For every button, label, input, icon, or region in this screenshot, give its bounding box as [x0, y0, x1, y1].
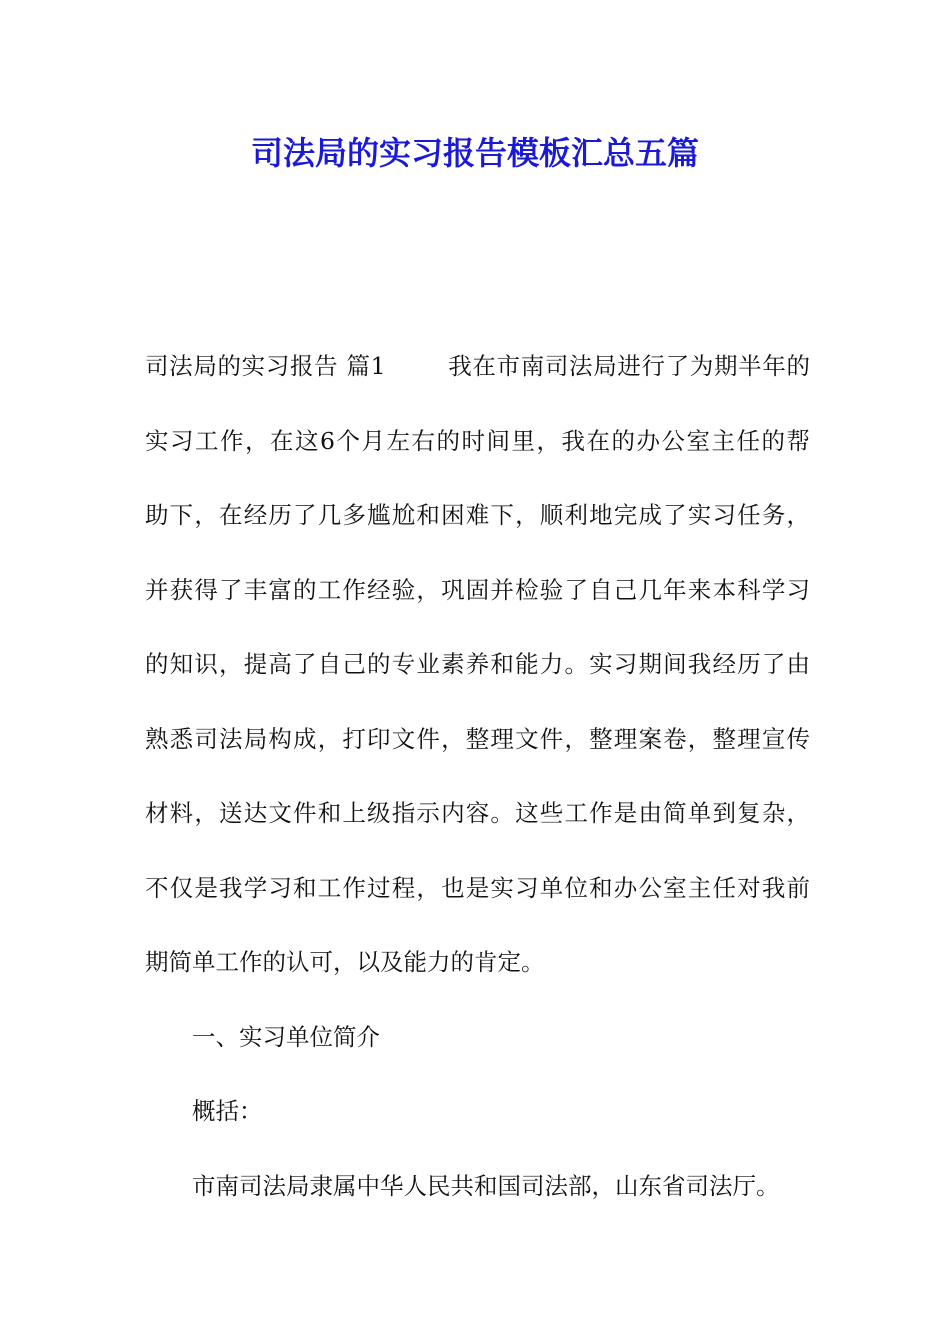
- text-line: 并获得了丰富的工作经验，巩固并检验了自己几年来本科学习: [145, 575, 810, 604]
- text-line: 熟悉司法局构成，打印文件，整理文件，整理案卷，整理宣传: [145, 724, 810, 753]
- section-heading: 司法局的实习报告 篇1: [145, 352, 386, 380]
- subsection-heading: 一、实习单位简介: [192, 1022, 380, 1051]
- document-title: 司法局的实习报告模板汇总五篇: [250, 134, 699, 172]
- text-line: 助下，在经历了几多尴尬和困难下，顺利地完成了实习任务，: [145, 501, 810, 529]
- text-line: 材料，送达文件和上级指示内容。这些工作是由简单到复杂，: [145, 799, 810, 827]
- text-line: 不仅是我学习和工作过程，也是实习单位和办公室主任对我前: [145, 873, 810, 902]
- paragraph-text: 我在市南司法局进行了为期半年的: [447, 352, 811, 380]
- text-line: 期简单工作的认可，以及能力的肯定。: [145, 948, 545, 976]
- text-line: [145, 329, 810, 404]
- subsection-label: 概括：: [192, 1097, 263, 1125]
- text-line: 的知识，提高了自己的专业素养和能力。实习期间我经历了由: [145, 650, 810, 678]
- text-line: 实习工作，在这6个月左右的时间里，我在的办公室主任的帮: [145, 426, 810, 455]
- document-body: [145, 329, 810, 1223]
- text-line: 市南司法局隶属中华人民共和国司法部，山东省司法厅。: [192, 1171, 780, 1200]
